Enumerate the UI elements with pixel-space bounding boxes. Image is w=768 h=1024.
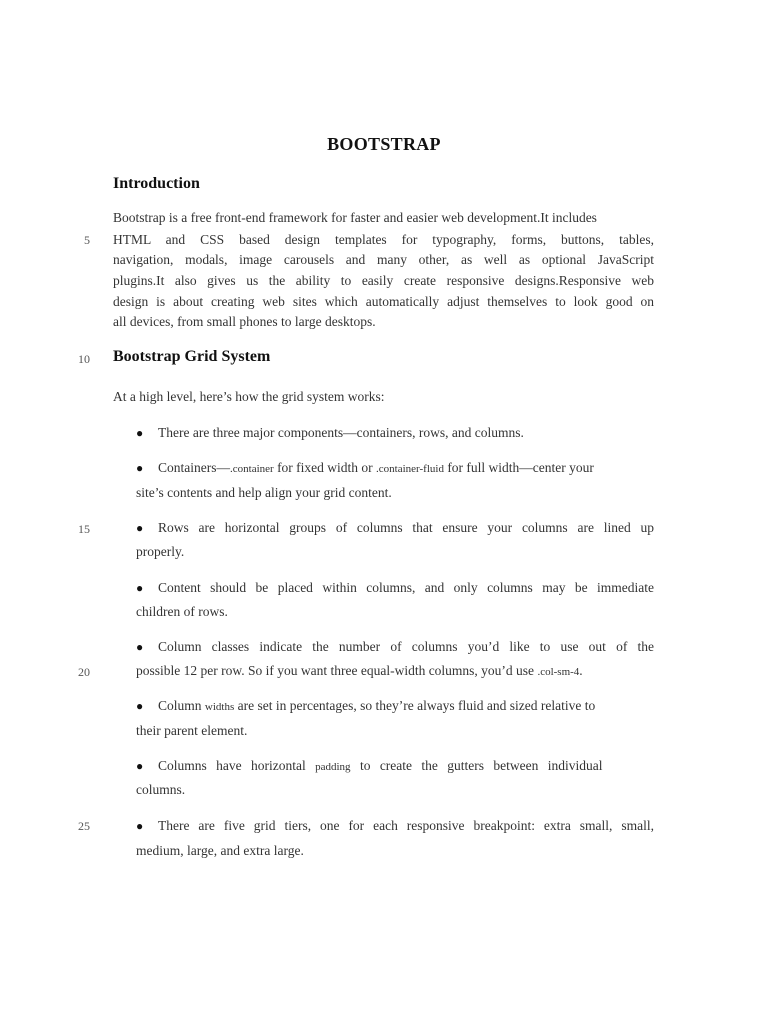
list-item-text: There are three major components—containers, rows, and columns. xyxy=(158,425,524,440)
intro-line: all devices, from small phones to large desktops. xyxy=(113,314,376,329)
list-item-continuation: properly. xyxy=(136,544,185,559)
list-item-text: possible 12 per row. So if you want three equal-width columns, you’d use xyxy=(136,663,538,678)
list-item-continuation: medium, large, and extra large. xyxy=(136,843,304,858)
bullet-icon: ● xyxy=(136,521,144,535)
bullet-icon: ● xyxy=(136,699,144,713)
bullet-icon: ● xyxy=(136,461,144,475)
list-item-text: There are five grid tiers, one for each responsive breakpoint: extra small, small, xyxy=(158,818,654,833)
list-item-text: for full width—center your xyxy=(443,460,594,475)
intro-line: HTML and CSS based design templates for typography, forms, buttons, tables, xyxy=(113,232,654,247)
list-item-text: are set in percentages, so they’re always fluid and sized relative to xyxy=(234,698,596,713)
document-title: BOOTSTRAP xyxy=(327,134,441,154)
inline-code: .container-fluid xyxy=(376,463,444,475)
bullet-icon: ● xyxy=(136,640,144,654)
grid-intro-text: At a high level, here’s how the grid system works: xyxy=(113,389,385,404)
list-item-text: . xyxy=(579,663,583,678)
list-item xyxy=(136,754,654,780)
bullet-icon: ● xyxy=(136,759,144,773)
list-item-continuation xyxy=(136,659,654,685)
list-item-text: Rows are horizontal groups of columns that ensure your columns are lined up xyxy=(158,520,654,535)
line-number: 5 xyxy=(84,233,90,247)
list-item xyxy=(136,456,654,482)
line-number: 15 xyxy=(78,522,90,536)
intro-line: design is about creating web sites which automatically adjust themselves to look good on xyxy=(113,294,654,309)
list-item-text: Containers— xyxy=(158,460,230,475)
line-number: 20 xyxy=(78,665,90,679)
list-item-text: Column classes indicate the number of columns you’d like to use out of the xyxy=(158,639,654,654)
line-number: 10 xyxy=(78,352,90,366)
inline-code: widths xyxy=(204,701,235,713)
bullet-icon: ● xyxy=(136,819,144,833)
bullet-icon: ● xyxy=(136,426,144,440)
intro-line: navigation, modals, image carousels and many other, as well as optional JavaScript xyxy=(113,252,654,267)
list-item-continuation: site’s contents and help align your grid content. xyxy=(136,485,392,500)
line-number: 25 xyxy=(78,819,90,833)
grid-system-heading: Bootstrap Grid System xyxy=(113,348,271,365)
bullet-icon: ● xyxy=(136,581,144,595)
inline-code: padding xyxy=(315,761,351,773)
list-item xyxy=(136,421,654,446)
list-item xyxy=(136,576,654,601)
list-item-continuation: their parent element. xyxy=(136,723,248,738)
list-item xyxy=(136,814,654,839)
list-item xyxy=(136,635,654,660)
list-item-continuation: columns. xyxy=(136,782,186,797)
list-item-continuation: children of rows. xyxy=(136,604,228,619)
list-item-text: Column xyxy=(158,698,205,713)
list-item-text: Columns have horizontal xyxy=(158,758,316,773)
inline-code: .container xyxy=(230,463,274,475)
inline-code: .col-sm-4 xyxy=(537,666,580,678)
intro-line: plugins.It also gives us the ability to easily create responsive designs.Responsive web xyxy=(113,273,654,288)
list-item xyxy=(136,516,654,541)
intro-line: Bootstrap is a free front-end framework for faster and easier web development.It includes xyxy=(113,210,597,225)
list-item-text: for fixed width or xyxy=(273,460,377,475)
list-item xyxy=(136,694,654,720)
list-item-text: Content should be placed within columns, and only columns may be immediate xyxy=(158,580,654,595)
list-item-text: to create the gutters between individual xyxy=(350,758,603,773)
intro-heading: Introduction xyxy=(113,175,200,192)
